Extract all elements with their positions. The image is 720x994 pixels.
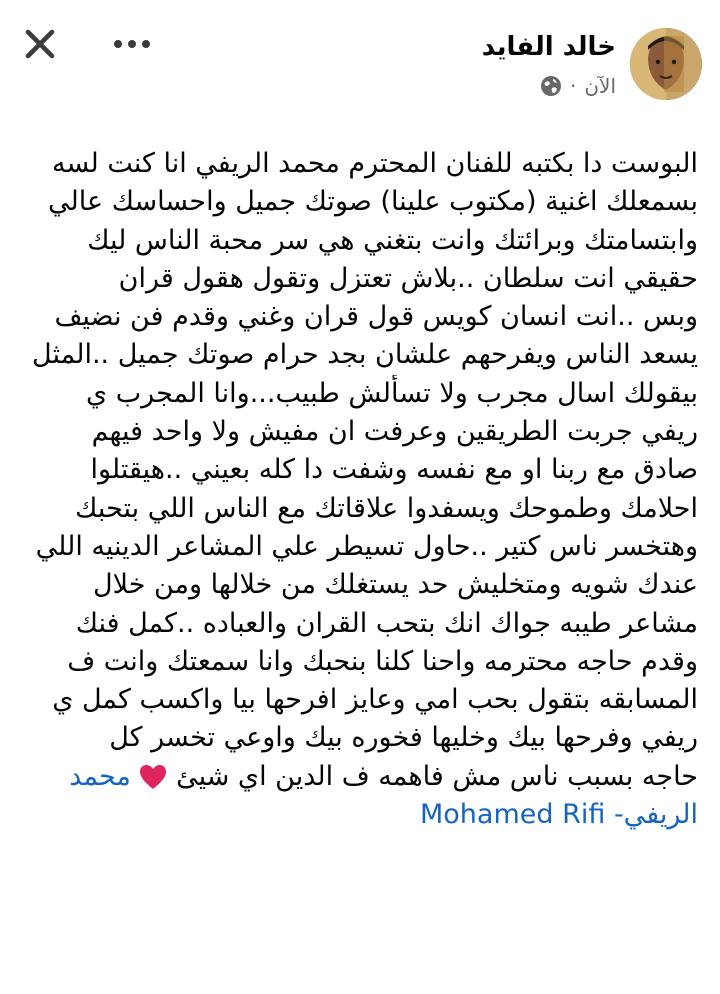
- author-avatar[interactable]: [630, 28, 702, 100]
- post-line: احلامك وطموحك ويسفدوا علاقاتك مع الناس اللي بتحبك: [75, 492, 698, 524]
- post-line: وابتسامتك وبرائتك وانت بتغني هي سر محبة الناس ليك: [87, 224, 698, 256]
- mention-link[interactable]: محمد: [69, 760, 131, 792]
- post-line-text: حاجه بسبب ناس مش فاهمه ف الدين اي شيئ: [176, 760, 698, 792]
- meta-separator: ·: [569, 74, 577, 98]
- close-icon: [23, 27, 57, 61]
- author-info: [482, 28, 616, 98]
- timestamp[interactable]: الآن: [584, 74, 616, 98]
- more-options-button[interactable]: [110, 28, 154, 60]
- post-line: وقدم حاجه محترمه واحنا كلنا بنحبك وانا سمعتك وانت ف: [67, 645, 698, 677]
- post-line: صادق مع ربنا او مع نفسه وشفت دا كله بعيني ..هيقتلوا: [90, 454, 698, 486]
- heart-icon: [139, 764, 167, 790]
- more-dots-icon: [112, 38, 152, 50]
- post-header: [0, 0, 720, 120]
- post-line: وبس ..انت انسان كويس قول قران وغني وقدم فن نضيف: [54, 301, 698, 333]
- post-line: المسابقه بتقول بحب امي وعايز افرحها بيا واكسب كمل ي: [52, 684, 698, 716]
- author-name[interactable]: خالد الفايد: [481, 32, 616, 62]
- post-line: وهتخسر ناس كتير ..حاول تسيطر علي المشاعر الدينيه اللي: [35, 530, 698, 562]
- post-line: يسعد الناس ويفرحهم علشان بجد حرام صوتك جميل ..المثل: [32, 339, 698, 371]
- post-line: عندك شويه ومتخليش حد يستغلك من خلالها ومن خلال: [92, 569, 698, 601]
- post-line: حقيقي انت سلطان ..بلاش تعتزل وتقول هقول قران: [118, 262, 698, 294]
- post-meta: [482, 74, 616, 98]
- post-line: ريفي وفرحها بيك وخليها فخوره بيك واوعي تخسر كل: [109, 722, 698, 754]
- post-line-last: [18, 758, 698, 796]
- mention-link-continued[interactable]: الريفي- Mohamed Rifi: [419, 799, 698, 831]
- post-text: [18, 145, 698, 834]
- close-button[interactable]: [20, 24, 60, 64]
- post-line: مشاعر طيبه جواك انك بتحب القران والعباده ..كمل فنك: [75, 607, 698, 639]
- post-line: البوست دا بكتبه للفنان المحترم محمد الريفي انا كنت لسه: [52, 148, 698, 179]
- globe-icon: [540, 75, 562, 97]
- post-line: بسمعلك اغنية (مكتوب علينا) صوتك جميل واحساسك عالي: [48, 186, 698, 218]
- post-line: بيقولك اسال مجرب ولا تسألش طبيب...وانا المجرب ي: [86, 377, 698, 409]
- post-line-mention: [18, 796, 698, 834]
- post-line: ريفي جربت الطريقين وعرفت ان مفيش ولا واحد فيهم: [91, 416, 698, 448]
